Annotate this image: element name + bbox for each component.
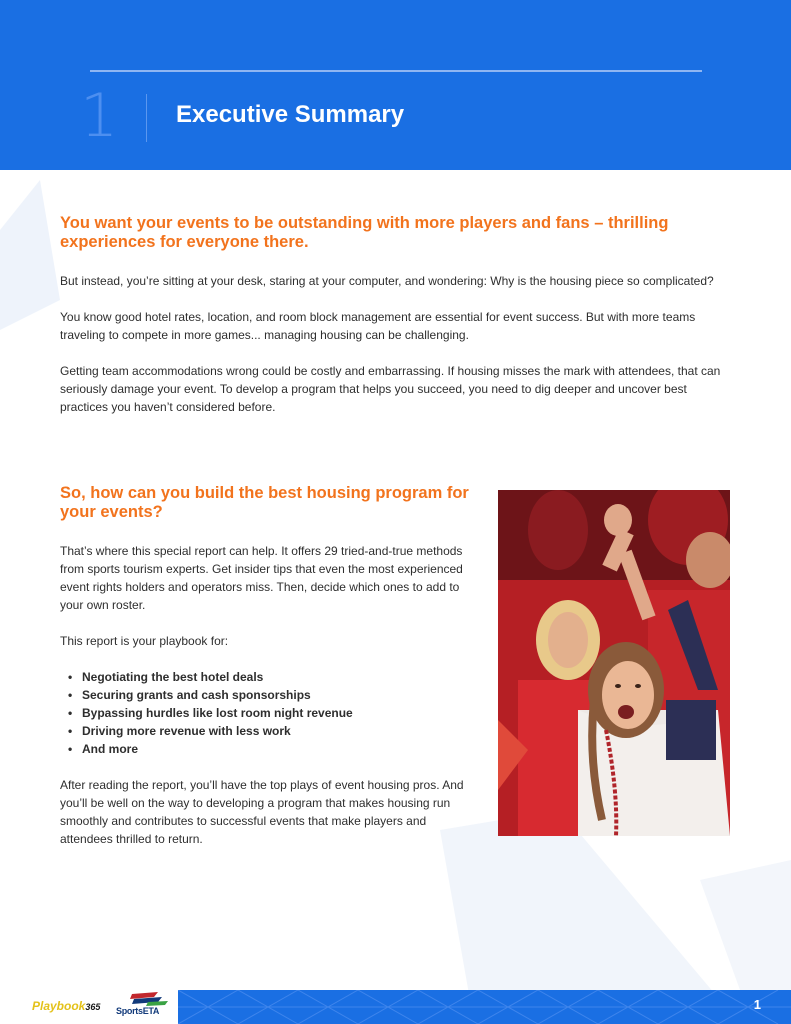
page-number: 1: [753, 997, 761, 1012]
paragraph: This report is your playbook for:: [60, 634, 229, 648]
list-item: • Driving more revenue with less work: [68, 724, 291, 738]
list-item: • And more: [68, 742, 139, 756]
section-heading: You want your events to be outstanding with more players and fans – thrilling experiences for everyone there.: [60, 214, 669, 251]
chapter-divider: [146, 94, 147, 142]
section-housing: [60, 484, 472, 848]
chapter-number: 1: [80, 81, 119, 151]
paragraph: Getting team accommodations wrong could be costly and embarrassing. If housing misses the mark with attendees, that can seriously damage your event. To develop a program that helps you succeed, you need to dig deeper and uncover best practices you haven’t considered before.: [60, 364, 721, 414]
section-intro: [60, 214, 732, 416]
paragraph: That’s where this special report can help. It offers 29 tried-and-true methods from sports tourism experts. Get insider tips that even the most experienced event rights holders and operators miss. Then, decide which ones to add to your own roster.: [60, 544, 463, 612]
list-item: • Bypassing hurdles like lost room night revenue: [68, 706, 353, 720]
page-title: Executive Summary: [176, 101, 405, 128]
header-banner: [0, 0, 791, 170]
paragraph: But instead, you’re sitting at your desk, staring at your computer, and wondering: Why is the housing piece so complicated?: [60, 274, 714, 288]
paragraph: You know good hotel rates, location, and room block management are essential for event success. But with more teams traveling to compete in more games... managing housing can be challenging.: [60, 310, 696, 342]
header-rule: [90, 70, 702, 72]
bullet-list: [60, 668, 472, 758]
section-heading: So, how can you build the best housing program for your events?: [60, 484, 469, 521]
sportseta-logo: SportsETA: [116, 992, 168, 1016]
paragraph: After reading the report, you’ll have the top plays of event housing pros. And you’ll be well on the way to developing a program that makes housing run smoothly and contributes to successful events that make players and attendees thrilled to return.: [60, 778, 464, 846]
footer-pattern: [178, 990, 791, 1024]
fans-cheering-photo: [498, 490, 730, 836]
footer-band: [178, 990, 791, 1024]
list-item: • Securing grants and cash sponsorships: [68, 688, 311, 702]
playbook365-logo: Playbook365: [32, 999, 101, 1013]
flag-icon: [128, 992, 180, 1006]
list-item: • Negotiating the best hotel deals: [68, 670, 264, 684]
